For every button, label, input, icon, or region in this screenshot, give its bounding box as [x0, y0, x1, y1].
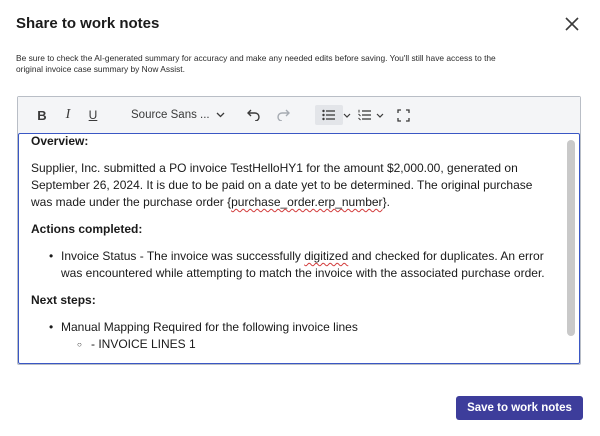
ai-summary-notice: [16, 53, 576, 75]
redo-icon[interactable]: [275, 106, 291, 124]
rich-text-editor: [17, 96, 581, 365]
actions-list: [31, 248, 561, 282]
summary-document: [31, 133, 561, 353]
notice-line-2: original invoice case summary by Now Assist.: [16, 64, 185, 74]
sub-list-item: ○ - INVOICE LINES 1: [31, 336, 561, 353]
editor-content[interactable]: [18, 133, 580, 364]
overview-text-line-3: [31, 194, 561, 211]
spellcheck-flagged-text: purchase_order.erp_number: [231, 195, 383, 209]
next-steps-heading: Next steps:: [31, 293, 96, 307]
save-to-work-notes-button[interactable]: Save to work notes: [456, 396, 583, 420]
chevron-down-icon[interactable]: [342, 106, 352, 124]
next-steps-list: [31, 319, 561, 353]
chevron-down-icon: [216, 112, 225, 118]
actions-heading: Actions completed:: [31, 222, 143, 236]
numbered-list-icon[interactable]: [357, 106, 373, 124]
close-icon[interactable]: [563, 15, 581, 33]
notice-line-1: Be sure to check the AI-generated summary for accuracy and make any needed edits before saving. You'll still have access to the: [16, 53, 496, 63]
bold-button[interactable]: B: [37, 107, 47, 123]
fullscreen-icon[interactable]: [395, 106, 411, 124]
overview-heading: Overview:: [31, 134, 89, 148]
bulleted-list-icon[interactable]: [315, 105, 343, 125]
vertical-scrollbar[interactable]: [567, 140, 575, 336]
italic-button[interactable]: I: [65, 107, 71, 122]
list-item: • Manual Mapping Required for the following invoice lines: [31, 319, 561, 336]
font-family-select[interactable]: [131, 106, 227, 124]
overview-text-suffix: }.: [382, 195, 390, 209]
spellcheck-flagged-text: digitized: [304, 249, 349, 263]
editor-toolbar: [18, 97, 580, 133]
font-family-value: Source Sans ...: [131, 109, 210, 121]
dialog-title: Share to work notes: [16, 15, 160, 32]
actions-item-line-2: was encountered while attempting to match the invoice with the associated purchase order.: [61, 266, 545, 280]
list-item: [31, 248, 561, 282]
overview-text-line-2: September 26, 2024. It is due to be paid on a date yet to be determined. The original purchase: [31, 178, 533, 192]
undo-icon[interactable]: [246, 106, 262, 124]
overview-text-prefix: was made under the purchase order {: [31, 195, 232, 209]
underline-button[interactable]: U: [88, 108, 98, 122]
actions-item-prefix: Invoice Status - The invoice was successfully: [61, 249, 305, 263]
actions-item-suffix: and checked for duplicates. An error: [348, 249, 544, 263]
overview-text-line-1: Supplier, Inc. submitted a PO invoice TestHelloHY1 for the amount $2,000.00, generated on: [31, 161, 518, 175]
chevron-down-icon[interactable]: [375, 106, 385, 124]
